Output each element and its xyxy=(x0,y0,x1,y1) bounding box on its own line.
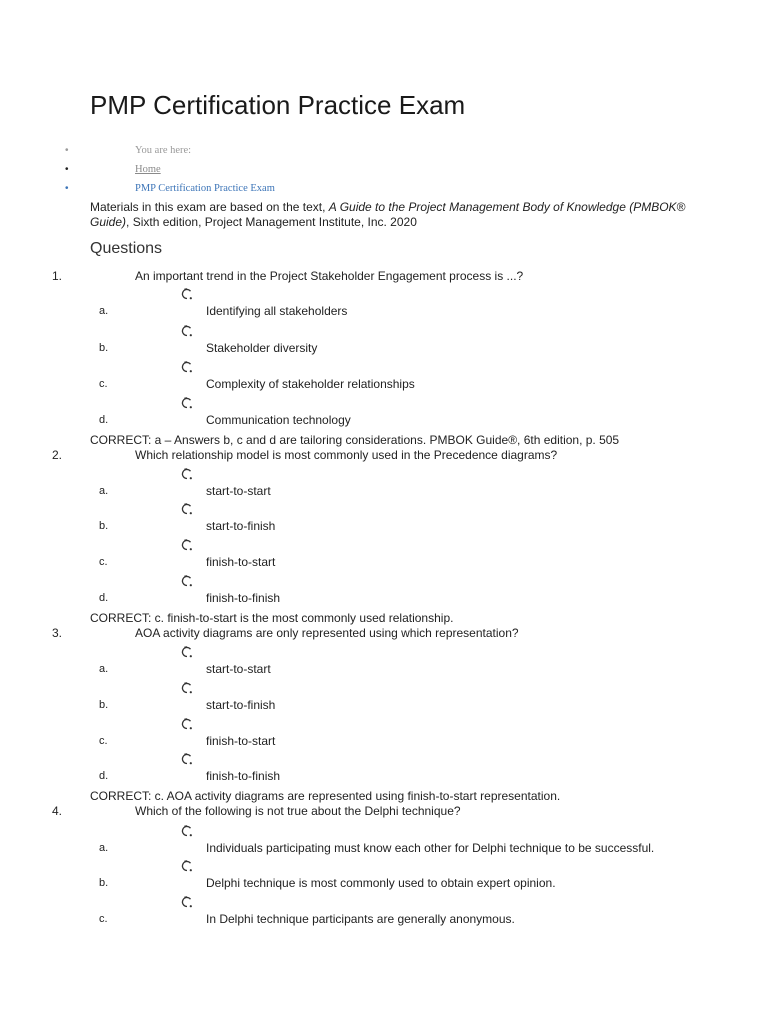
intro-suffix: , Sixth edition, Project Management Institute, Inc. 2020 xyxy=(126,215,417,229)
question-text: Which of the following is not true about the Delphi technique? xyxy=(135,804,461,818)
intro-book-title: A Guide to the Project Management Body of Knowledge (PMBOK® Guide) xyxy=(90,200,686,229)
option-letter: b. xyxy=(99,342,109,354)
radio-button-icon[interactable] xyxy=(181,360,193,372)
question-text: AOA activity diagrams are only represented using which representation? xyxy=(135,626,519,640)
option-text[interactable]: start-to-start xyxy=(206,484,271,498)
option-letter: c. xyxy=(99,735,108,747)
option-letter: d. xyxy=(99,414,109,426)
radio-button-icon[interactable] xyxy=(181,895,193,907)
option-text[interactable]: start-to-finish xyxy=(206,519,276,533)
question-number: 2. xyxy=(52,448,63,462)
option-text[interactable]: start-to-start xyxy=(206,662,271,676)
radio-button-icon[interactable] xyxy=(181,502,193,514)
option-letter: d. xyxy=(99,592,109,604)
radio-button-icon[interactable] xyxy=(181,396,193,408)
option-text[interactable]: Communication technology xyxy=(206,413,351,427)
radio-button-icon[interactable] xyxy=(181,287,193,299)
option-letter: a. xyxy=(99,663,109,675)
option-text[interactable]: finish-to-start xyxy=(206,555,276,569)
option-text[interactable]: Identifying all stakeholders xyxy=(206,304,348,318)
radio-button-icon[interactable] xyxy=(181,324,193,336)
question-number: 4. xyxy=(52,804,63,818)
intro-prefix: Materials in this exam are based on the text, xyxy=(90,200,329,214)
questions-heading: Questions xyxy=(90,240,163,257)
radio-button-icon[interactable] xyxy=(181,574,193,586)
bullet-marker: • xyxy=(65,183,69,194)
page-title: PMP Certification Practice Exam xyxy=(90,90,466,120)
option-letter: d. xyxy=(99,770,109,782)
radio-button-icon[interactable] xyxy=(181,717,193,729)
option-letter: a. xyxy=(99,305,109,317)
radio-button-icon[interactable] xyxy=(181,752,193,764)
option-text[interactable]: Delphi technique is most commonly used to obtain expert opinion. xyxy=(206,876,556,890)
option-letter: c. xyxy=(99,378,108,390)
radio-button-icon[interactable] xyxy=(181,538,193,550)
option-text[interactable]: Stakeholder diversity xyxy=(206,341,318,355)
question-number: 3. xyxy=(52,626,63,640)
option-letter: a. xyxy=(99,485,109,497)
correct-answer: CORRECT: a – Answers b, c and d are tailoring considerations. PMBOK Guide®, 6th edition, p. 505 xyxy=(90,433,620,447)
option-text[interactable]: finish-to-start xyxy=(206,734,276,748)
question-number: 1. xyxy=(52,269,63,283)
correct-answer: CORRECT: c. AOA activity diagrams are represented using finish-to-start representation. xyxy=(90,789,561,803)
question-text: An important trend in the Project Stakeholder Engagement process is ...? xyxy=(135,269,524,283)
breadcrumb-home-link[interactable]: Home xyxy=(135,164,161,175)
option-text[interactable]: start-to-finish xyxy=(206,698,276,712)
option-text[interactable]: Individuals participating must know each other for Delphi technique to be successful. xyxy=(206,841,655,855)
option-letter: b. xyxy=(99,877,109,889)
option-letter: c. xyxy=(99,913,108,925)
radio-button-icon[interactable] xyxy=(181,645,193,657)
correct-answer: CORRECT: c. finish-to-start is the most commonly used relationship. xyxy=(90,611,454,625)
breadcrumb-label: You are here: xyxy=(135,145,192,156)
breadcrumb-current: PMP Certification Practice Exam xyxy=(135,183,275,194)
option-letter: b. xyxy=(99,699,109,711)
option-letter: a. xyxy=(99,842,109,854)
bullet-marker: • xyxy=(65,164,69,175)
question-text: Which relationship model is most commonly used in the Precedence diagrams? xyxy=(135,448,558,462)
bullet-marker: • xyxy=(65,145,69,156)
radio-button-icon[interactable] xyxy=(181,824,193,836)
radio-button-icon[interactable] xyxy=(181,467,193,479)
option-text[interactable]: In Delphi technique participants are generally anonymous. xyxy=(206,912,515,926)
radio-button-icon[interactable] xyxy=(181,859,193,871)
radio-button-icon[interactable] xyxy=(181,681,193,693)
intro-text xyxy=(90,200,690,230)
option-letter: b. xyxy=(99,520,109,532)
option-text[interactable]: Complexity of stakeholder relationships xyxy=(206,377,415,391)
option-text[interactable]: finish-to-finish xyxy=(206,591,281,605)
option-text[interactable]: finish-to-finish xyxy=(206,769,281,783)
option-letter: c. xyxy=(99,556,108,568)
